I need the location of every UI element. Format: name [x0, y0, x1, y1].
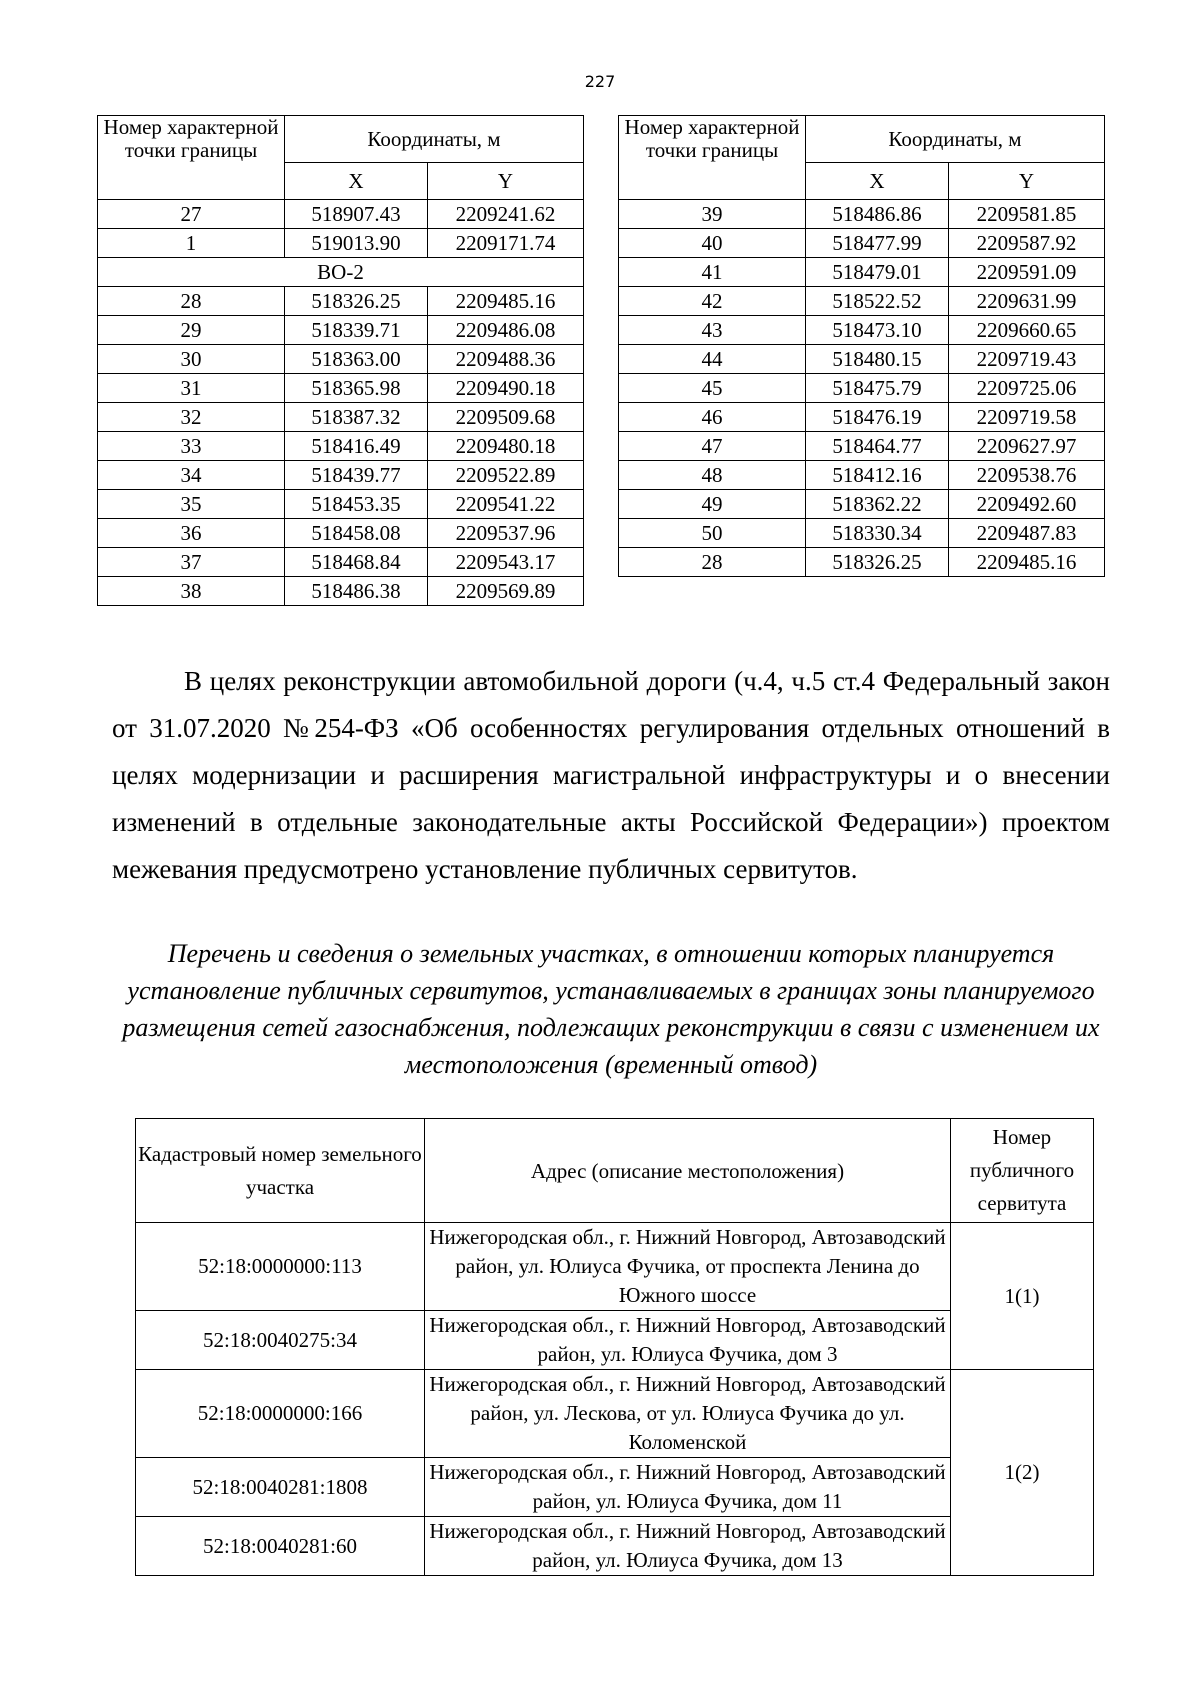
header-row	[98, 116, 584, 163]
x-coordinate: 518473.10	[806, 316, 949, 345]
coordinate-row	[619, 490, 1105, 519]
body-paragraph	[112, 658, 1110, 893]
point-number: 32	[98, 403, 285, 432]
coordinate-row	[619, 432, 1105, 461]
coordinates-header: Координаты, м	[285, 116, 584, 163]
y-coordinate: 2209487.83	[949, 519, 1105, 548]
x-coordinate: 518439.77	[285, 461, 428, 490]
y-coordinate: 2209486.08	[428, 316, 584, 345]
coordinate-row	[619, 403, 1105, 432]
address-cell: Нижегородская обл., г. Нижний Новгород, Автозаводский район, ул. Юлиуса Фучика, от проспекта Ленина до Южного шоссе	[425, 1223, 951, 1311]
point-number: 35	[98, 490, 285, 519]
coordinate-row	[619, 345, 1105, 374]
y-coordinate: 2209480.18	[428, 432, 584, 461]
coordinate-row	[98, 229, 584, 258]
coordinate-row	[98, 461, 584, 490]
point-number: 31	[98, 374, 285, 403]
y-coordinate: 2209522.89	[428, 461, 584, 490]
y-coordinate: 2209485.16	[949, 548, 1105, 577]
cadastral-number: 52:18:0040281:60	[136, 1517, 425, 1576]
y-coordinate: 2209541.22	[428, 490, 584, 519]
y-header: Y	[949, 163, 1105, 200]
section-label: ВО-2	[98, 258, 584, 287]
table-row	[136, 1370, 1094, 1458]
y-coordinate: 2209485.16	[428, 287, 584, 316]
coordinate-row	[619, 200, 1105, 229]
section-row	[98, 258, 584, 287]
y-coordinate: 2209490.18	[428, 374, 584, 403]
table-row	[136, 1311, 1094, 1370]
address-cell: Нижегородская обл., г. Нижний Новгород, Автозаводский район, ул. Юлиуса Фучика, дом 3	[425, 1311, 951, 1370]
point-number: 48	[619, 461, 806, 490]
coordinate-row	[98, 432, 584, 461]
y-coordinate: 2209719.58	[949, 403, 1105, 432]
address-cell: Нижегородская обл., г. Нижний Новгород, Автозаводский район, ул. Юлиуса Фучика, дом 13	[425, 1517, 951, 1576]
point-number: 45	[619, 374, 806, 403]
point-number: 39	[619, 200, 806, 229]
point-number: 42	[619, 287, 806, 316]
table-caption: Перечень и сведения о земельных участках, в отношении которых планируется установление публичных сервитутов, устанавливаемых в границах зоны планируемого размещения сетей газоснабжения, подлежащих реконструкции в связи с изменением их местоположения (временный отвод)	[122, 939, 1100, 1079]
point-number: 27	[98, 200, 285, 229]
coordinate-row	[619, 316, 1105, 345]
coordinate-row	[619, 548, 1105, 577]
x-coordinate: 518416.49	[285, 432, 428, 461]
point-number: 49	[619, 490, 806, 519]
x-header: X	[806, 163, 949, 200]
point-number-header: Номер характерной точки границы	[619, 116, 806, 200]
coordinate-row	[98, 577, 584, 606]
coordinate-row	[619, 519, 1105, 548]
x-coordinate: 518326.25	[285, 287, 428, 316]
point-number: 47	[619, 432, 806, 461]
point-number: 40	[619, 229, 806, 258]
point-number: 1	[98, 229, 285, 258]
coordinate-row	[98, 403, 584, 432]
y-coordinate: 2209627.97	[949, 432, 1105, 461]
servitude-number-header: Номер публичного сервитута	[951, 1119, 1094, 1223]
point-number: 38	[98, 577, 285, 606]
coordinate-row	[98, 548, 584, 577]
coordinate-row	[619, 374, 1105, 403]
y-coordinate: 2209488.36	[428, 345, 584, 374]
y-coordinate: 2209538.76	[949, 461, 1105, 490]
cadastral-number: 52:18:0000000:113	[136, 1223, 425, 1311]
cadastral-header: Кадастровый номер земельного участка	[136, 1119, 425, 1223]
servitude-number: 1(2)	[951, 1370, 1094, 1576]
address-cell: Нижегородская обл., г. Нижний Новгород, Автозаводский район, ул. Лескова, от ул. Юлиуса Фучика до ул. Коломенской	[425, 1370, 951, 1458]
header-row	[136, 1119, 1094, 1223]
y-coordinate: 2209591.09	[949, 258, 1105, 287]
coordinate-row	[619, 461, 1105, 490]
x-coordinate: 518458.08	[285, 519, 428, 548]
y-coordinate: 2209725.06	[949, 374, 1105, 403]
x-coordinate: 518486.86	[806, 200, 949, 229]
x-coordinate: 518453.35	[285, 490, 428, 519]
x-coordinate: 518464.77	[806, 432, 949, 461]
point-number: 44	[619, 345, 806, 374]
paragraph-text: В целях реконструкции автомобильной дороги (ч.4, ч.5 ст.4 Федеральный закон от 31.07.2020 №254-ФЗ «Об особенностях регулирования отдельных отношений в целях модернизации и расширения магистральной инфраструктуры и о внесении изменений в отдельные законодательные акты Российской Федерации») проектом межевания предусмотрено установление публичных сервитутов.	[112, 666, 1110, 884]
x-coordinate: 518477.99	[806, 229, 949, 258]
point-number: 36	[98, 519, 285, 548]
y-coordinate: 2209509.68	[428, 403, 584, 432]
coordinate-row	[619, 287, 1105, 316]
x-coordinate: 519013.90	[285, 229, 428, 258]
header-row	[619, 116, 1105, 163]
y-coordinate: 2209581.85	[949, 200, 1105, 229]
x-coordinate: 518480.15	[806, 345, 949, 374]
address-cell: Нижегородская обл., г. Нижний Новгород, Автозаводский район, ул. Юлиуса Фучика, дом 11	[425, 1458, 951, 1517]
x-coordinate: 518468.84	[285, 548, 428, 577]
x-coordinate: 518412.16	[806, 461, 949, 490]
x-coordinate: 518326.25	[806, 548, 949, 577]
point-number: 34	[98, 461, 285, 490]
y-coordinate: 2209719.43	[949, 345, 1105, 374]
servitude-table	[135, 1118, 1094, 1576]
point-number: 29	[98, 316, 285, 345]
x-coordinate: 518479.01	[806, 258, 949, 287]
coordinate-row	[98, 345, 584, 374]
servitude-number: 1(1)	[951, 1223, 1094, 1370]
x-coordinate: 518362.22	[806, 490, 949, 519]
table-row	[136, 1458, 1094, 1517]
y-coordinate: 2209660.65	[949, 316, 1105, 345]
coordinate-row	[98, 490, 584, 519]
x-coordinate: 518363.00	[285, 345, 428, 374]
coordinates-table-left	[97, 115, 584, 606]
coordinate-row	[98, 374, 584, 403]
x-coordinate: 518387.32	[285, 403, 428, 432]
y-coordinate: 2209543.17	[428, 548, 584, 577]
table-row	[136, 1223, 1094, 1311]
coordinate-row	[619, 258, 1105, 287]
coordinate-row	[98, 200, 584, 229]
y-header: Y	[428, 163, 584, 200]
x-header: X	[285, 163, 428, 200]
cadastral-number: 52:18:0040281:1808	[136, 1458, 425, 1517]
point-number: 30	[98, 345, 285, 374]
y-coordinate: 2209587.92	[949, 229, 1105, 258]
y-coordinate: 2209241.62	[428, 200, 584, 229]
y-coordinate: 2209492.60	[949, 490, 1105, 519]
x-coordinate: 518339.71	[285, 316, 428, 345]
coordinates-table-right	[618, 115, 1105, 577]
y-coordinate: 2209631.99	[949, 287, 1105, 316]
page-number: 227	[584, 72, 616, 91]
cadastral-number: 52:18:0040275:34	[136, 1311, 425, 1370]
point-number: 43	[619, 316, 806, 345]
coordinates-header: Координаты, м	[806, 116, 1105, 163]
y-coordinate: 2209569.89	[428, 577, 584, 606]
table-row	[136, 1517, 1094, 1576]
x-coordinate: 518330.34	[806, 519, 949, 548]
cadastral-number: 52:18:0000000:166	[136, 1370, 425, 1458]
x-coordinate: 518476.19	[806, 403, 949, 432]
x-coordinate: 518486.38	[285, 577, 428, 606]
coordinate-row	[619, 229, 1105, 258]
point-number: 28	[98, 287, 285, 316]
point-number: 41	[619, 258, 806, 287]
y-coordinate: 2209537.96	[428, 519, 584, 548]
point-number: 46	[619, 403, 806, 432]
coordinate-row	[98, 287, 584, 316]
point-number-header: Номер характерной точки границы	[98, 116, 285, 200]
address-header: Адрес (описание местоположения)	[425, 1119, 951, 1223]
point-number: 37	[98, 548, 285, 577]
point-number: 50	[619, 519, 806, 548]
x-coordinate: 518365.98	[285, 374, 428, 403]
coordinate-row	[98, 316, 584, 345]
x-coordinate: 518475.79	[806, 374, 949, 403]
point-number: 33	[98, 432, 285, 461]
coordinate-row	[98, 519, 584, 548]
point-number: 28	[619, 548, 806, 577]
x-coordinate: 518907.43	[285, 200, 428, 229]
x-coordinate: 518522.52	[806, 287, 949, 316]
y-coordinate: 2209171.74	[428, 229, 584, 258]
